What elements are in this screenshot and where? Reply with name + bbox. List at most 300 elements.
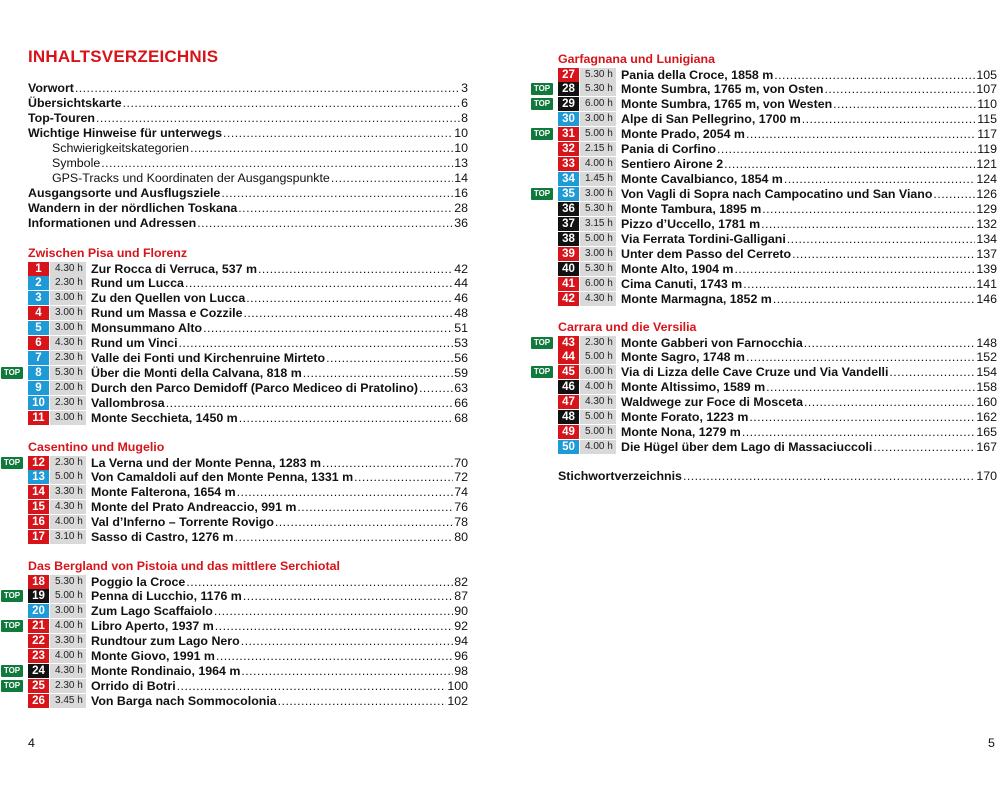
tour-duration: 6.00 h <box>580 277 616 291</box>
tour-name: Von Camaldoli auf den Monte Penna, 1331 m <box>91 470 354 485</box>
leader-dots <box>203 321 453 335</box>
tour-entry[interactable] <box>558 246 997 261</box>
toc-entry-page: 28 <box>454 200 468 215</box>
tour-duration: 2.30 h <box>50 351 86 365</box>
tour-number: 21 <box>28 619 49 633</box>
toc-entry[interactable] <box>28 126 468 141</box>
toc-entry-page: 10 <box>454 140 468 155</box>
leader-dots <box>246 291 453 305</box>
tour-entry[interactable] <box>28 470 468 485</box>
leader-dots <box>243 589 453 603</box>
leader-dots <box>96 111 460 126</box>
tour-entry[interactable] <box>558 440 997 455</box>
tour-entry[interactable] <box>28 291 468 306</box>
leader-dots <box>237 485 454 499</box>
tour-name: Monte Gabberi von Farnocchia <box>621 335 803 350</box>
tour-entry[interactable] <box>558 202 997 217</box>
tour-entry[interactable] <box>28 530 468 545</box>
tour-page: 117 <box>977 127 997 142</box>
tour-number: 11 <box>28 411 49 425</box>
leader-dots <box>239 411 454 425</box>
tour-duration: 3.00 h <box>50 604 86 618</box>
leader-dots <box>303 366 453 380</box>
top-tour-badge: TOP <box>531 98 553 110</box>
tour-entry[interactable] <box>28 679 468 694</box>
tour-page: 152 <box>976 350 997 365</box>
leader-dots <box>933 187 975 201</box>
leader-dots <box>278 694 447 708</box>
tour-number: 34 <box>558 172 579 186</box>
tour-page: 124 <box>976 172 997 187</box>
tour-entry[interactable] <box>558 425 997 440</box>
leader-dots <box>683 469 975 484</box>
tour-name: Von Vagli di Sopra nach Campocatino und San Viano <box>621 187 933 202</box>
tour-name: Rund um Lucca <box>91 276 184 291</box>
tour-name: Cima Canuti, 1743 m <box>621 276 743 291</box>
tour-name: Monte Rondinaio, 1964 m <box>91 664 241 679</box>
tour-number: 49 <box>558 425 579 439</box>
leader-dots <box>241 664 453 678</box>
tour-duration: 5.00 h <box>580 425 616 439</box>
toc-entry-page: 16 <box>454 185 468 200</box>
tour-name: La Verna und der Monte Penna, 1283 m <box>91 455 321 470</box>
tour-page: 70 <box>454 455 468 470</box>
tour-number: 32 <box>558 142 579 156</box>
tour-name: Rund um Massa e Cozzile <box>91 306 243 321</box>
tour-page: 42 <box>454 261 468 276</box>
tour-duration: 2.00 h <box>50 381 86 395</box>
toc-entry[interactable] <box>28 201 468 216</box>
tour-duration: 4.30 h <box>50 336 86 350</box>
leader-dots <box>773 292 976 306</box>
tour-entry[interactable] <box>28 589 468 604</box>
leader-dots <box>792 247 975 261</box>
leader-dots <box>873 440 975 454</box>
tour-number: 42 <box>558 292 579 306</box>
toc-entry[interactable] <box>28 111 468 126</box>
toc-entry-title: Informationen und Adressen <box>28 215 197 230</box>
tour-duration: 3.30 h <box>50 485 86 499</box>
tour-entry[interactable] <box>558 410 997 425</box>
tour-number: 48 <box>558 410 579 424</box>
tour-page: 119 <box>977 142 997 157</box>
tour-number: 38 <box>558 232 579 246</box>
tour-duration: 5.30 h <box>580 262 616 276</box>
leader-dots <box>746 127 976 141</box>
tour-entry[interactable] <box>558 82 997 97</box>
tour-name: Unter dem Passo del Cerreto <box>621 246 792 261</box>
index-title: Stichwortverzeichnis <box>558 469 682 483</box>
tour-page: 74 <box>454 485 468 500</box>
tour-name: Sasso di Castro, 1276 m <box>91 530 234 545</box>
toc-entry[interactable] <box>28 81 468 96</box>
toc-entry-title: Ausgangsorte und Ausflugsziele <box>28 185 221 200</box>
tour-number: 5 <box>28 321 49 335</box>
tour-page: 44 <box>454 276 468 291</box>
tour-entry[interactable] <box>28 574 468 589</box>
tour-page: 102 <box>447 694 468 709</box>
tour-entry[interactable] <box>558 97 997 112</box>
tour-entry[interactable] <box>558 335 997 350</box>
tour-duration: 2.30 h <box>50 276 86 290</box>
tour-entry[interactable] <box>28 664 468 679</box>
tour-number: 6 <box>28 336 49 350</box>
tour-number: 30 <box>558 112 579 126</box>
tour-number: 15 <box>28 500 49 514</box>
leader-dots <box>235 530 454 544</box>
tour-page: 115 <box>977 112 997 127</box>
toc-entry-title: Wandern in der nördlichen Toskana <box>28 200 238 215</box>
tour-entry[interactable] <box>558 187 997 202</box>
tour-page: 90 <box>454 604 468 619</box>
leader-dots <box>275 515 453 529</box>
tour-number: 44 <box>558 350 579 364</box>
tour-duration: 3.00 h <box>580 247 616 261</box>
tour-duration: 1.45 h <box>580 172 616 186</box>
leader-dots <box>889 365 975 379</box>
tour-entry[interactable] <box>28 381 468 396</box>
tour-duration: 4.30 h <box>50 500 86 514</box>
tour-name: Libro Aperto, 1937 m <box>91 619 214 634</box>
tour-name: Monte Prado, 2054 m <box>621 127 745 142</box>
tour-page: 68 <box>454 411 468 425</box>
tour-number: 3 <box>28 291 49 305</box>
leader-dots <box>734 262 975 276</box>
tour-name: Monte Sumbra, 1765 m, von Westen <box>621 97 833 112</box>
tour-entry[interactable] <box>28 634 468 649</box>
tour-name: Die Hügel über dem Lago di Massaciuccoli <box>621 440 873 455</box>
top-tour-badge: TOP <box>1 620 23 632</box>
top-tour-badge: TOP <box>1 680 23 692</box>
tour-entry[interactable] <box>558 127 997 142</box>
tour-entry[interactable] <box>558 231 997 246</box>
toc-entry[interactable] <box>28 216 468 231</box>
tour-number: 2 <box>28 276 49 290</box>
tour-name: Waldwege zur Foce di Mosceta <box>621 395 803 410</box>
tour-duration: 4.30 h <box>50 262 86 276</box>
tour-name: Von Barga nach Sommocolonia <box>91 694 277 709</box>
tour-entry[interactable] <box>28 619 468 634</box>
tour-page: 165 <box>976 425 997 440</box>
tour-duration: 4.30 h <box>580 395 616 409</box>
tour-name: Monte Secchieta, 1450 m <box>91 411 238 425</box>
tour-page: 72 <box>454 470 468 485</box>
leader-dots <box>742 425 976 439</box>
tour-entry[interactable] <box>28 351 468 366</box>
leader-dots <box>326 351 453 365</box>
tour-page: 107 <box>976 82 997 97</box>
tour-page: 76 <box>454 500 468 515</box>
tour-duration: 3.30 h <box>50 634 86 648</box>
tour-number: 9 <box>28 381 49 395</box>
leader-dots <box>766 380 975 394</box>
leader-dots <box>784 172 975 186</box>
tour-entry[interactable] <box>558 365 997 380</box>
tour-entry[interactable] <box>558 291 997 306</box>
tour-name: Rundtour zum Lago Nero <box>91 634 240 649</box>
leader-dots <box>177 679 447 693</box>
index-page: 170 <box>976 469 997 483</box>
toc-entry-page: 36 <box>454 215 468 230</box>
top-tour-badge: TOP <box>531 188 553 200</box>
tour-entry[interactable] <box>558 217 997 232</box>
tour-name: Pizzo d’Uccello, 1781 m <box>621 217 761 231</box>
tour-page: 121 <box>976 157 997 172</box>
tour-page: 48 <box>454 306 468 321</box>
leader-dots <box>804 336 976 350</box>
tour-page: 126 <box>976 187 997 202</box>
tour-page: 51 <box>454 321 468 336</box>
tour-name: Monte Nona, 1279 m <box>621 425 741 440</box>
tour-page: 94 <box>454 634 468 649</box>
tour-number: 16 <box>28 515 49 529</box>
tour-page: 146 <box>976 291 997 306</box>
tour-number: 14 <box>28 485 49 499</box>
tour-entry[interactable] <box>558 142 997 157</box>
tour-name: Pania di Corfino <box>621 142 716 157</box>
top-tour-badge: TOP <box>531 83 553 95</box>
tour-name: Poggio la Croce <box>91 574 186 589</box>
tour-duration: 4.00 h <box>580 157 616 171</box>
tour-entry[interactable] <box>558 67 997 82</box>
tour-number: 23 <box>28 649 49 663</box>
tour-entry[interactable] <box>28 261 468 276</box>
tour-number: 20 <box>28 604 49 618</box>
tour-page: 66 <box>454 396 468 411</box>
tour-number: 50 <box>558 440 579 454</box>
leader-dots <box>761 217 975 231</box>
tour-duration: 4.00 h <box>50 619 86 633</box>
tour-entry[interactable] <box>28 604 468 619</box>
leader-dots <box>802 112 977 126</box>
leader-dots <box>724 157 975 171</box>
tour-duration: 2.30 h <box>50 679 86 693</box>
tour-duration: 5.00 h <box>580 127 616 141</box>
tour-number: 43 <box>558 336 579 350</box>
page-number-right: 5 <box>988 736 995 750</box>
leader-dots <box>243 306 453 320</box>
index-entry[interactable] <box>558 469 997 484</box>
leader-dots <box>774 68 975 82</box>
tour-name: Monte Tambura, 1895 m <box>621 202 762 217</box>
leader-dots <box>197 216 453 231</box>
toc-entry-page: 10 <box>454 125 468 140</box>
tour-duration: 4.30 h <box>580 292 616 306</box>
toc-entry[interactable] <box>52 156 468 171</box>
toc-entry[interactable] <box>52 141 468 156</box>
tour-page: 92 <box>454 619 468 634</box>
leader-dots <box>221 186 453 201</box>
tour-entry[interactable] <box>28 500 468 515</box>
tour-name: Monte Altissimo, 1589 m <box>621 380 766 395</box>
leader-dots <box>238 201 453 216</box>
tour-page: 63 <box>454 381 468 396</box>
tour-duration: 3.10 h <box>50 530 86 544</box>
tour-name: Valle dei Fonti und Kirchenruine Mirteto <box>91 351 326 366</box>
tour-entry[interactable] <box>558 395 997 410</box>
tour-duration: 3.15 h <box>580 217 616 231</box>
tour-name: Orrido di Botri <box>91 679 176 694</box>
leader-dots <box>743 277 975 291</box>
tour-entry[interactable] <box>28 366 468 381</box>
tour-name: Durch den Parco Demidoff (Parco Mediceo di Pratolino) <box>91 381 419 396</box>
tour-duration: 3.00 h <box>50 321 86 335</box>
tour-number: 4 <box>28 306 49 320</box>
tour-duration: 2.15 h <box>580 142 616 156</box>
tour-name: Monte Forato, 1223 m <box>621 410 749 425</box>
tour-page: 56 <box>454 351 468 366</box>
toc-entry-title: Schwierigkeitskategorien <box>52 140 190 155</box>
tour-entry[interactable] <box>28 276 468 291</box>
tour-number: 1 <box>28 262 49 276</box>
toc-entry-title: Vorwort <box>28 81 74 95</box>
leader-dots <box>75 81 460 96</box>
tour-number: 37 <box>558 217 579 231</box>
tour-page: 78 <box>454 515 468 530</box>
tour-page: 87 <box>454 589 468 604</box>
tour-number: 12 <box>28 456 49 470</box>
tour-duration: 5.00 h <box>50 470 86 484</box>
leader-dots <box>331 171 453 186</box>
top-tour-badge: TOP <box>531 366 553 378</box>
leader-dots <box>185 276 453 290</box>
tour-duration: 3.00 h <box>580 112 616 126</box>
tour-entry[interactable] <box>558 380 997 395</box>
tour-name: Rund um Vinci <box>91 336 178 351</box>
tour-page: 98 <box>454 664 468 679</box>
leader-dots <box>216 649 453 663</box>
tour-duration: 3.45 h <box>50 694 86 708</box>
tour-entry[interactable] <box>558 261 997 276</box>
leader-dots <box>186 575 453 589</box>
tour-page: 110 <box>977 97 997 112</box>
tour-duration: 5.00 h <box>580 232 616 246</box>
tour-page: 132 <box>976 217 997 231</box>
tour-number: 40 <box>558 262 579 276</box>
tour-page: 160 <box>976 395 997 410</box>
tour-page: 80 <box>454 530 468 545</box>
tour-number: 27 <box>558 68 579 82</box>
toc-entry-page: 3 <box>461 81 468 95</box>
tour-name: Zu den Quellen von Lucca <box>91 291 246 306</box>
tour-entry[interactable] <box>558 172 997 187</box>
tour-number: 10 <box>28 396 49 410</box>
tour-name: Alpe di San Pellegrino, 1700 m <box>621 112 801 127</box>
tour-number: 7 <box>28 351 49 365</box>
leader-dots <box>833 97 976 111</box>
leader-dots <box>297 500 453 514</box>
tour-name: Monte Alto, 1904 m <box>621 261 734 276</box>
section-heading: Zwischen Pisa und Florenz <box>28 246 188 260</box>
toc-entry-page: 14 <box>454 170 468 185</box>
leader-dots <box>749 410 975 424</box>
tour-name: Sentiero Airone 2 <box>621 157 724 172</box>
tour-page: 134 <box>976 231 997 246</box>
toc-entry[interactable] <box>28 96 468 111</box>
toc-entry[interactable] <box>52 171 468 186</box>
toc-entry-page: 8 <box>461 110 468 125</box>
tour-duration: 5.00 h <box>580 350 616 364</box>
tour-page: 167 <box>976 440 997 455</box>
tour-entry[interactable] <box>28 321 468 336</box>
tour-name: Zum Lago Scaffaiolo <box>91 604 213 619</box>
leader-dots <box>215 619 453 633</box>
leader-dots <box>101 156 453 171</box>
page-title: INHALTSVERZEICHNIS <box>28 47 219 66</box>
tour-page: 105 <box>976 67 997 82</box>
tour-duration: 3.00 h <box>50 306 86 320</box>
tour-duration: 3.00 h <box>50 411 86 425</box>
tour-entry[interactable] <box>28 694 468 709</box>
tour-page: 53 <box>454 336 468 351</box>
tour-duration: 5.00 h <box>50 589 86 603</box>
tour-page: 141 <box>976 276 997 291</box>
tour-entry[interactable] <box>28 411 468 426</box>
tour-duration: 5.30 h <box>580 82 616 96</box>
tour-number: 39 <box>558 247 579 261</box>
leader-dots <box>322 456 453 470</box>
tour-number: 47 <box>558 395 579 409</box>
tour-entry[interactable] <box>28 336 468 351</box>
section-heading: Casentino und Mugelio <box>28 440 165 454</box>
tour-entry[interactable] <box>28 515 468 530</box>
toc-entry-title: Wichtige Hinweise für unterwegs <box>28 125 223 140</box>
tour-duration: 5.30 h <box>50 366 86 380</box>
tour-entry[interactable] <box>558 276 997 291</box>
tour-entry[interactable] <box>558 350 997 365</box>
tour-page: 129 <box>976 202 997 217</box>
tour-entry[interactable] <box>558 157 997 172</box>
toc-entry-page: 13 <box>454 155 468 170</box>
tour-name: Val d’Inferno – Torrente Rovigo <box>91 515 274 530</box>
tour-duration: 3.00 h <box>50 291 86 305</box>
tour-page: 46 <box>454 291 468 306</box>
top-tour-badge: TOP <box>1 665 23 677</box>
leader-dots <box>190 141 453 156</box>
tour-number: 46 <box>558 380 579 394</box>
top-tour-badge: TOP <box>1 457 23 469</box>
tour-name: Monte Marmagna, 1852 m <box>621 291 772 306</box>
leader-dots <box>746 350 975 364</box>
tour-name: Über die Monti della Calvana, 818 m <box>91 366 302 381</box>
tour-entry[interactable] <box>28 649 468 664</box>
top-tour-badge: TOP <box>531 128 553 140</box>
tour-entry[interactable] <box>28 455 468 470</box>
tour-number: 22 <box>28 634 49 648</box>
tour-duration: 6.00 h <box>580 97 616 111</box>
tour-name: Monte Sumbra, 1765 m, von Osten <box>621 82 824 97</box>
page-number-left: 4 <box>28 736 35 750</box>
tour-page: 158 <box>976 380 997 395</box>
leader-dots <box>241 634 454 648</box>
leader-dots <box>717 142 976 156</box>
toc-entry[interactable] <box>28 186 468 201</box>
tour-number: 41 <box>558 277 579 291</box>
tour-page: 154 <box>976 365 997 380</box>
tour-duration: 2.30 h <box>580 336 616 350</box>
tour-entry[interactable] <box>28 306 468 321</box>
tour-page: 100 <box>447 679 468 694</box>
tour-entry[interactable] <box>28 485 468 500</box>
leader-dots <box>419 381 453 395</box>
top-tour-badge: TOP <box>1 590 23 602</box>
tour-name: Monsummano Alto <box>91 321 203 336</box>
tour-name: Zur Rocca di Verruca, 537 m <box>91 261 257 276</box>
leader-dots <box>123 96 460 111</box>
leader-dots <box>223 126 453 141</box>
tour-entry[interactable] <box>558 112 997 127</box>
tour-entry[interactable] <box>28 396 468 411</box>
